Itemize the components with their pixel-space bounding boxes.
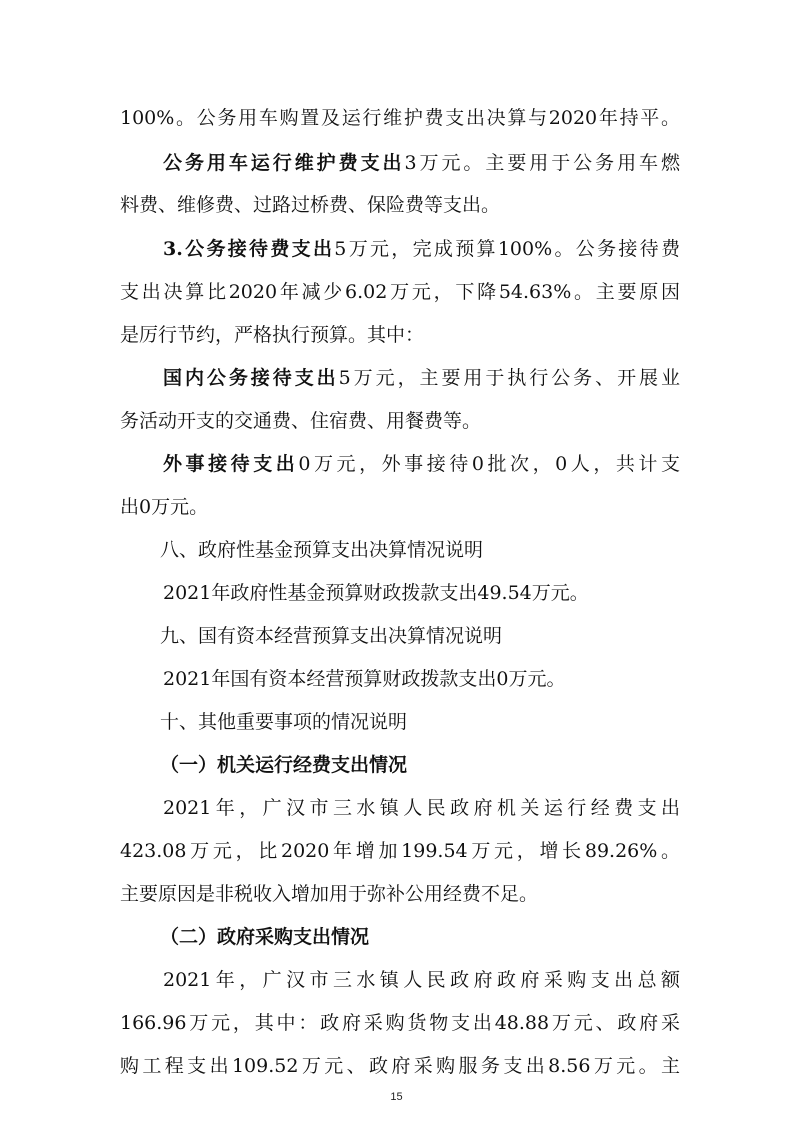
body-text: 5万元，完成预算100%。公务接待费 [334,238,680,260]
body-text: 5万元，主要用于执行公务、开展业 [338,367,680,389]
body-text: 2021年政府性基金预算财政拨款支出49.54万元。 [163,582,589,604]
paragraph-line [163,968,680,992]
paragraph-line [163,581,680,605]
paragraph-line [120,323,680,347]
paragraph-line [163,151,680,175]
paragraph-line [120,409,680,433]
term-label: 国内公务接待支出 [163,367,339,389]
body-text: 423.08万元，比2020年增加199.54万元，增长89.26%。 [120,840,680,862]
page-number: 15 [390,1091,403,1103]
paragraph-line [163,366,680,390]
section-heading [160,624,680,648]
body-text: 100%。公务用车购置及运行维护费支出决算与2020年持平。 [120,107,680,129]
paragraph-line [163,667,680,691]
body-text: 3万元。主要用于公务用车燃 [404,152,680,174]
paragraph-line [120,839,680,863]
body-text: 2021年，广汉市三水镇人民政府机关运行经费支出 [163,797,680,819]
body-text: 支出决算比2020年减少6.02万元，下降54.63%。主要原因 [120,281,680,303]
paragraph-line [120,882,680,906]
paragraph-line [120,495,680,519]
body-text: 2021年国有资本经营预算财政拨款支出0万元。 [163,668,566,690]
paragraph-line [120,280,680,304]
paragraph-line [120,1011,680,1035]
subsection-heading [160,925,680,949]
body-text: 主要原因是非税收入增加用于弥补公用经费不足。 [120,883,539,905]
heading-text: 九、国有资本经营预算支出决算情况说明 [160,625,503,647]
term-label: 3.公务接待费支出 [163,238,335,260]
heading-text: 十、其他重要事项的情况说明 [160,711,408,733]
body-text: 购工程支出109.52万元、政府采购服务支出8.56万元。主 [120,1055,680,1077]
body-text: 出0万元。 [120,496,209,518]
paragraph-line [163,237,680,261]
body-text: 务活动开支的交通费、住宿费、用餐费等。 [120,410,482,432]
section-heading [160,710,680,734]
paragraph-line [163,796,680,820]
body-text: 是厉行节约，严格执行预算。其中： [120,324,425,346]
heading-text: （一）机关运行经费支出情况 [160,754,408,776]
body-text: 166.96万元，其中：政府采购货物支出48.88万元、政府采 [120,1012,680,1034]
heading-text: （二）政府采购支出情况 [160,926,370,948]
section-heading [160,538,680,562]
heading-text: 八、政府性基金预算支出决算情况说明 [160,539,484,561]
body-text: 2021年，广汉市三水镇人民政府政府采购支出总额 [163,969,680,991]
paragraph-line [120,193,680,217]
paragraph-line [120,106,680,130]
body-text: 0万元，外事接待0批次，0人，共计支 [298,453,680,475]
paragraph-line [163,452,680,476]
term-label: 公务用车运行维护费支出 [163,152,405,174]
subsection-heading [160,753,680,777]
paragraph-line [120,1054,680,1078]
term-label: 外事接待支出 [163,453,299,475]
body-text: 料费、维修费、过路过桥费、保险费等支出。 [120,194,501,216]
